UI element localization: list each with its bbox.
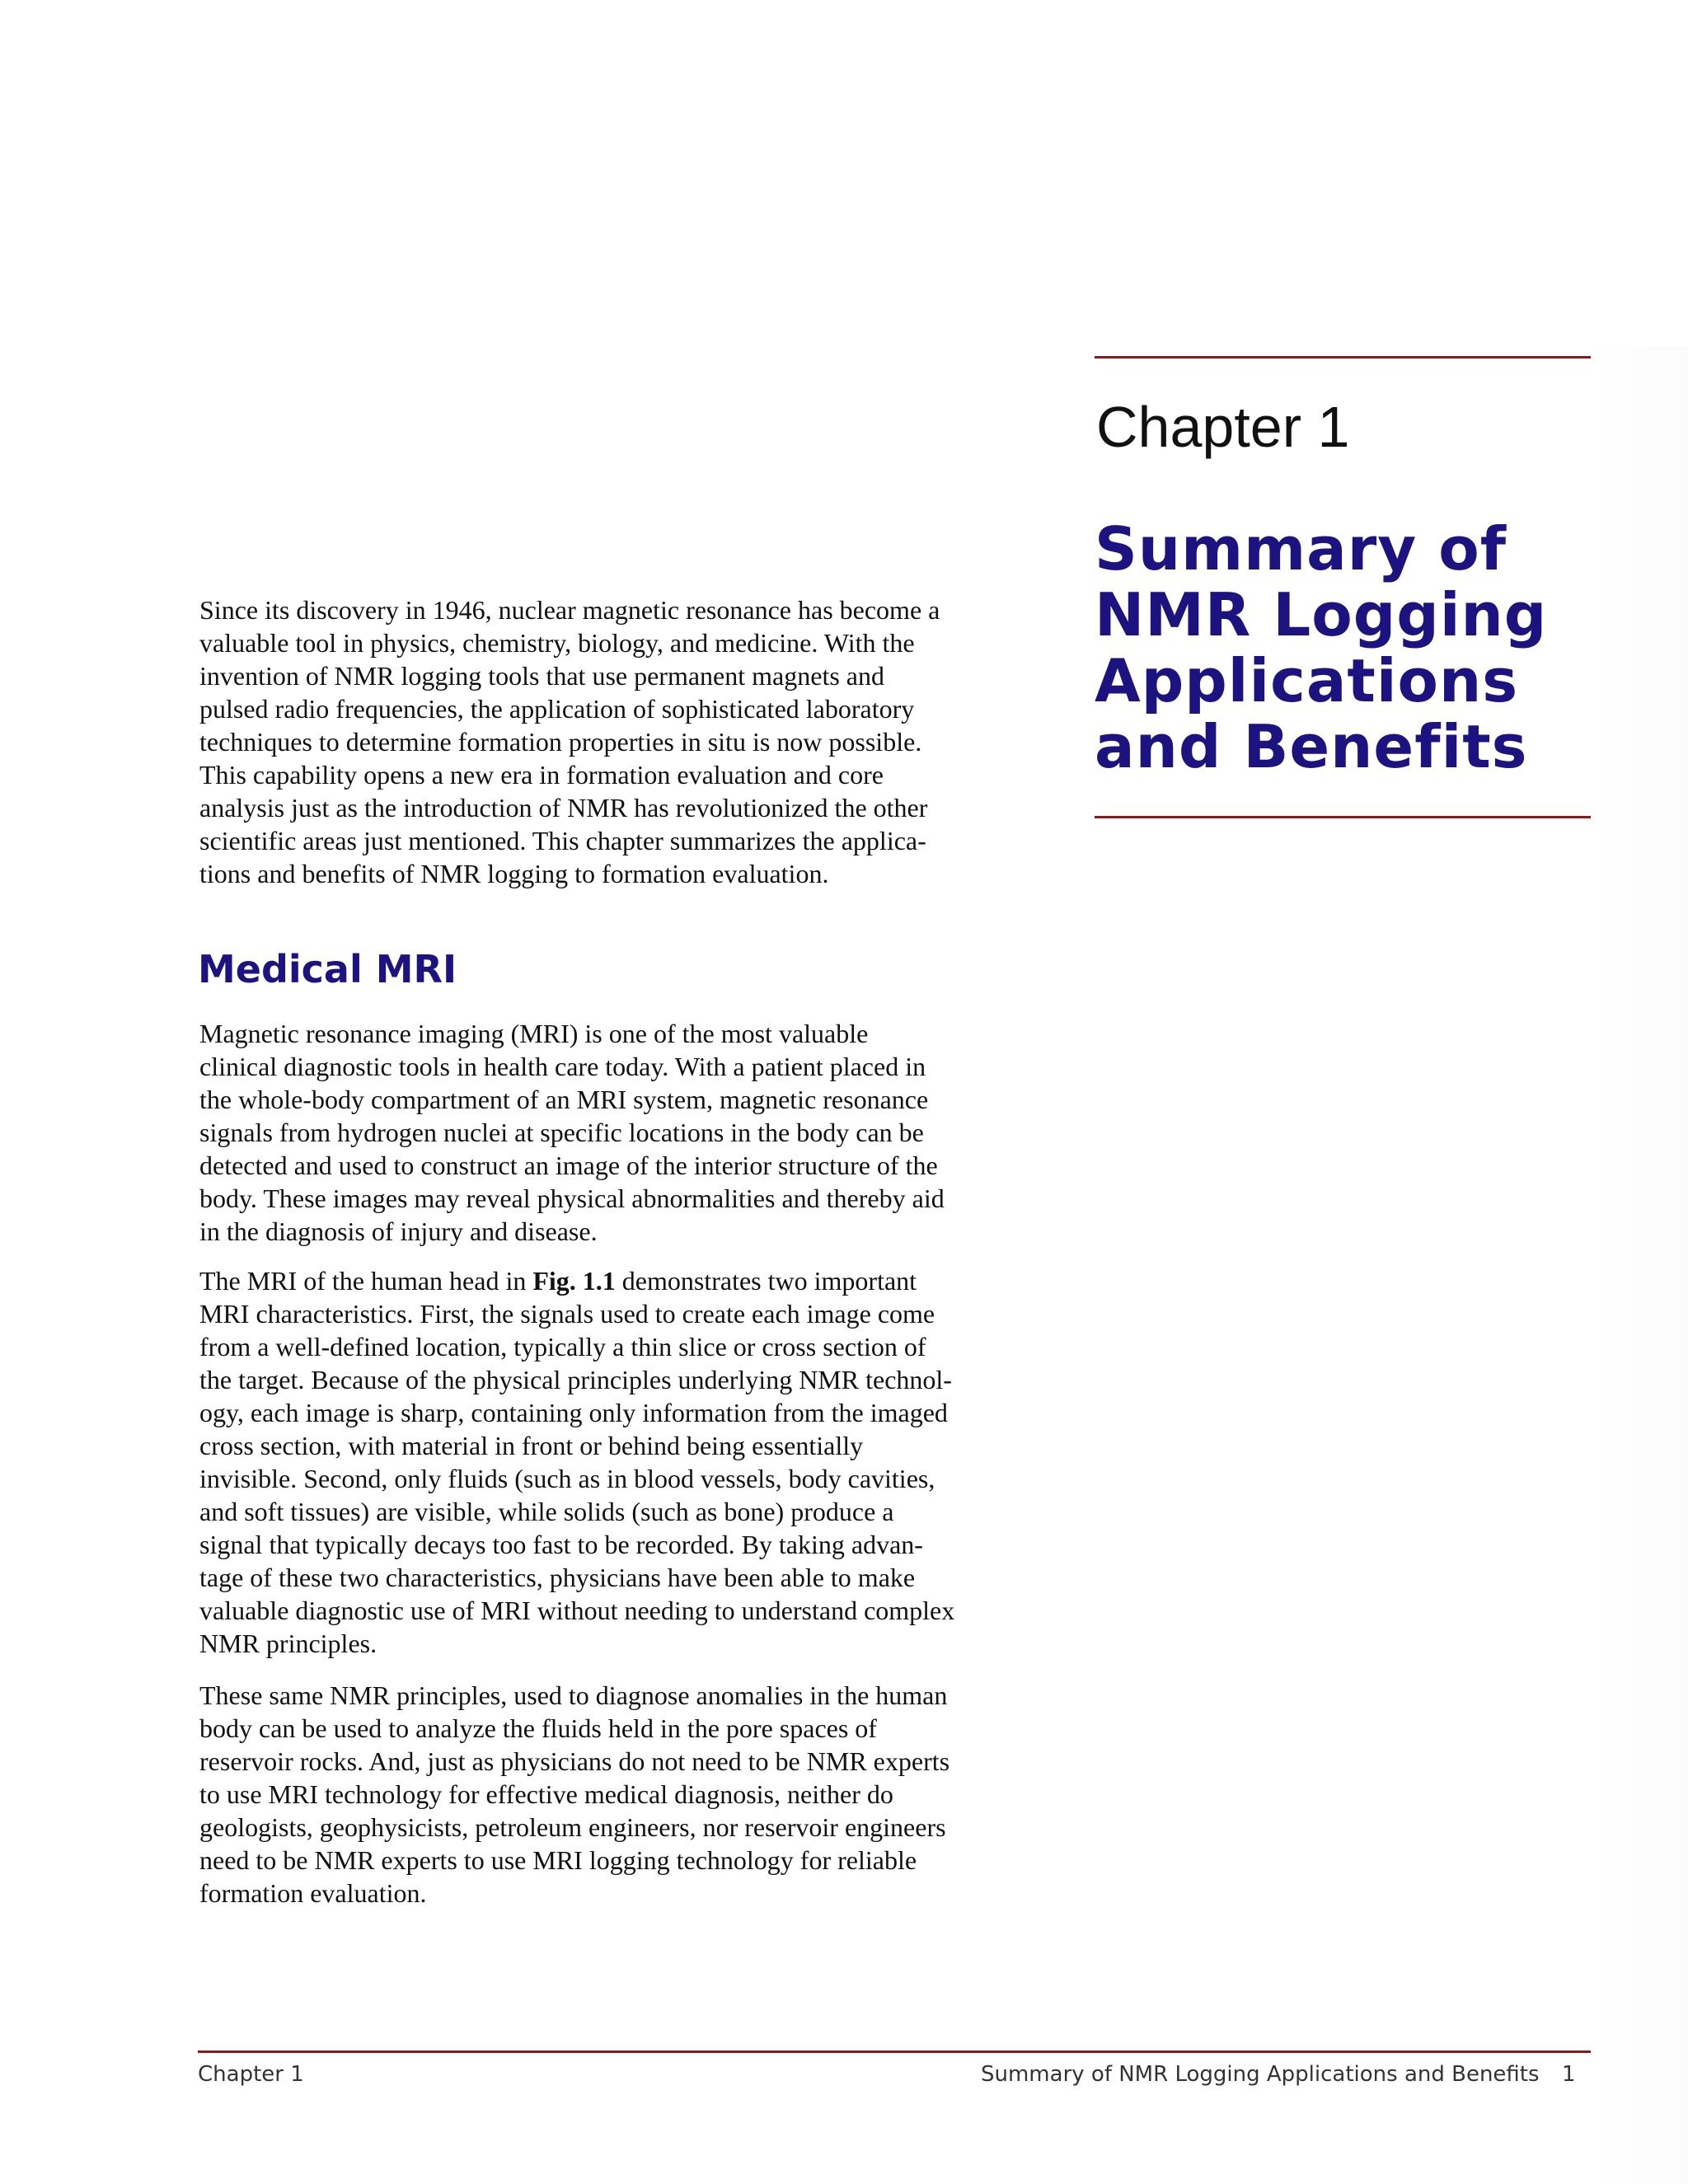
text-line: detected and used to construct an image of the interior structure of the (199, 1151, 938, 1180)
text-line: body. These images may reveal physical abnormalities and thereby aid (199, 1183, 945, 1213)
text-line: body can be used to analyze the fluids held in the pore spaces of (199, 1713, 877, 1743)
chapter-title-line: Applications (1095, 646, 1519, 715)
text-line: the target. Because of the physical principles underlying NMR technol- (199, 1365, 952, 1394)
mri-paragraph-1 (199, 1017, 1024, 1248)
text-line: invention of NMR logging tools that use permanent magnets and (199, 661, 884, 691)
intro-paragraph (199, 593, 1024, 890)
text-line: and soft tissues) are visible, while solids (such as bone) produce a (199, 1497, 894, 1526)
chapter-title-line: and Benefits (1095, 712, 1528, 781)
text-line: valuable diagnostic use of MRI without needing to understand complex (199, 1596, 955, 1625)
text-run: demonstrates two important (615, 1266, 917, 1296)
figure-reference: Fig. 1.1 (532, 1266, 616, 1296)
section-heading: Medical MRI (198, 947, 457, 991)
text-line: Magnetic resonance imaging (MRI) is one of the most valuable (199, 1019, 869, 1048)
footer-title: Summary of NMR Logging Applications and Benefits (981, 2062, 1540, 2087)
text-line: from a well-defined location, typically a thin slice or cross section of (199, 1332, 926, 1361)
text-line: NMR principles. (199, 1629, 377, 1658)
text-line: ogy, each image is sharp, containing only information from the imaged (199, 1398, 948, 1427)
chapter-title-line: Summary of (1095, 514, 1507, 583)
page-edge-shade (1589, 346, 1688, 2184)
text-line: This capability opens a new era in formation evaluation and core (199, 760, 884, 790)
chapter-bottom-rule (1095, 816, 1591, 818)
footer-chapter: Chapter 1 (198, 2062, 304, 2087)
text-line: MRI characteristics. First, the signals used to create each image come (199, 1299, 935, 1329)
text-line: analysis just as the introduction of NMR has revolutionized the other (199, 793, 928, 823)
text-line: tions and benefits of NMR logging to formation evaluation. (199, 859, 829, 888)
text-line: need to be NMR experts to use MRI logging technology for reliable (199, 1845, 917, 1875)
text-line: reservoir rocks. And, just as physicians do not need to be NMR experts (199, 1746, 950, 1776)
text-run: The MRI of the human head in (199, 1266, 533, 1296)
mri-paragraph-3 (199, 1679, 1024, 1910)
text-line: invisible. Second, only fluids (such as in blood vessels, body cavities, (199, 1464, 935, 1493)
page-number: 1 (1562, 2062, 1576, 2087)
text-line: pulsed radio frequencies, the application of sophisticated laboratory (199, 694, 915, 724)
text-line: Since its discovery in 1946, nuclear magnetic resonance has become a (199, 595, 940, 625)
text-line: These same NMR principles, used to diagnose anomalies in the human (199, 1680, 948, 1710)
text-line: signal that typically decays too fast to be recorded. By taking advan- (199, 1530, 923, 1559)
footer-rule (198, 2050, 1591, 2053)
text-line: geologists, geophysicists, petroleum engineers, nor reservoir engineers (199, 1812, 946, 1842)
text-line: formation evaluation. (199, 1878, 427, 1908)
text-line: signals from hydrogen nuclei at specific locations in the body can be (199, 1118, 924, 1147)
chapter-title (1095, 516, 1589, 780)
text-line: in the diagnosis of injury and disease. (199, 1216, 598, 1246)
text-line: the whole-body compartment of an MRI system, magnetic resonance (199, 1085, 929, 1114)
chapter-label: Chapter 1 (1096, 395, 1350, 459)
text-line: cross section, with material in front or behind being essentially (199, 1431, 864, 1460)
chapter-top-rule (1095, 356, 1591, 359)
text-line: valuable tool in physics, chemistry, biology, and medicine. With the (199, 628, 915, 658)
mri-paragraph-2 (199, 1264, 1024, 1660)
text-line: to use MRI technology for effective medical diagnosis, neither do (199, 1779, 893, 1809)
chapter-title-line: NMR Logging (1095, 580, 1548, 649)
text-line: clinical diagnostic tools in health care today. With a patient placed in (199, 1052, 926, 1081)
text-line: techniques to determine formation properties in situ is now possible. (199, 727, 922, 757)
text-line (199, 1264, 1024, 1297)
text-line: tage of these two characteristics, physicians have been able to make (199, 1563, 916, 1592)
text-line: scientific areas just mentioned. This chapter summarizes the applica- (199, 826, 926, 855)
